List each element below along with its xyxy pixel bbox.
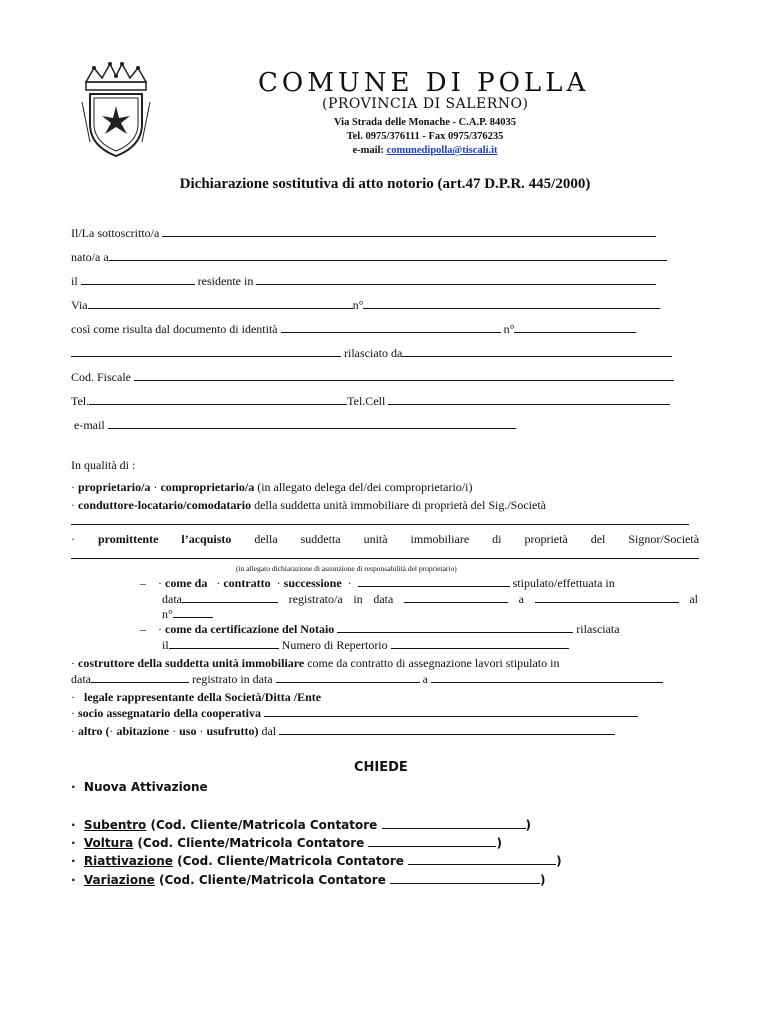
sub-option-data [162,592,698,606]
checkbox-bullet[interactable]: · [158,576,162,590]
input-email[interactable] [108,418,516,429]
checkbox-bullet[interactable]: · [71,854,76,868]
label-voltura: Voltura [83,836,134,850]
label-n: n° [352,298,364,312]
option-socio [71,706,638,720]
field-cod-fiscale [71,370,674,384]
costruttore-data-line [71,672,663,686]
label-repertorio: Numero di Repertorio [281,638,388,652]
label-conduttore: conduttore-locatario/comodatario [78,498,252,512]
input-data-reg-costruttore[interactable] [276,672,420,683]
label-rilasciato: rilasciato da [344,346,403,360]
input-notaio[interactable] [337,622,573,633]
checkbox-bullet[interactable]: · [71,656,75,670]
dash: – [140,576,146,590]
label-costruttore: costruttore della suddetta unità immobiliare [78,656,305,670]
option-promittente [71,532,699,546]
input-voltura[interactable] [368,836,496,847]
promittente-blank-line [71,548,699,562]
chiede-heading: CHIEDE [354,760,408,775]
input-sottoscritto[interactable] [162,226,656,237]
label-conduttore-desc: della suddetta unità immobiliare di proprietà del Sig./Società [254,498,547,512]
label-il: il [162,638,169,652]
checkbox-bullet[interactable]: · [158,622,162,636]
label-a: a [422,672,428,686]
input-repertorio[interactable] [391,638,569,649]
input-data-contratto[interactable] [182,592,278,603]
label-via: Via [71,298,88,312]
option-costruttore [71,656,559,670]
label-abitazione: abitazione [116,724,170,738]
label-data: data [162,592,182,606]
label-socio: socio assegnatario della cooperativa [78,706,261,720]
input-data-costruttore[interactable] [91,672,189,683]
sub-option-notaio [140,622,620,636]
field-identita [71,322,636,336]
label-n2: n° [503,322,515,336]
email-line [260,145,590,156]
input-cod-fiscale[interactable] [134,370,674,381]
input-proprietario-promittente[interactable] [71,548,699,559]
label-comproprietario: comproprietario/a [160,480,255,494]
input-numero-registrazione[interactable] [173,607,213,618]
checkbox-bullet[interactable]: · [71,724,75,738]
province-subtitle: (PROVINCIA DI SALERNO) [322,96,529,112]
label-nato: nato/a a [71,250,109,264]
note-responsabilita: (in allegato dichiarazione di assunzione di responsabilità del proprietario) [236,564,457,573]
label-come-da: come da [165,576,208,590]
label-residente: residente in [197,274,254,288]
label-al: al [689,592,698,606]
checkbox-bullet[interactable]: · [172,724,177,738]
checkbox-bullet[interactable]: · [199,724,204,738]
label-contratto: contratto [223,576,271,590]
input-data-registrazione[interactable] [404,592,508,603]
conduttore-blank-line [71,514,689,528]
label-riattivazione: Riattivazione [83,854,173,868]
option-variazione [71,873,546,887]
option-altro [71,724,615,738]
input-variazione[interactable] [390,873,540,884]
checkbox-bullet[interactable]: · [109,724,114,738]
label-sottoscritto: Il/La sottoscritto/a [71,226,160,240]
field-tel [71,394,670,408]
municipality-title: COMUNE DI POLLA [258,68,590,98]
checkbox-bullet[interactable]: · [71,532,75,546]
option-proprietario [71,480,472,494]
label-subentro: Subentro [83,818,147,832]
email-label: e-mail: [352,145,384,156]
label-uso: uso [179,724,197,738]
label-legale: legale rappresentante della Società/Ditta /Ente [84,690,322,704]
label-altro: altro ( [78,724,110,738]
label-tel: Tel. [71,394,90,408]
checkbox-bullet[interactable]: · [71,818,76,832]
input-data-nascita[interactable] [81,274,195,285]
input-data-rilascio[interactable] [71,346,341,357]
checkbox-bullet[interactable]: · [71,780,76,794]
input-documento[interactable] [281,322,501,333]
input-luogo-registrazione[interactable] [535,592,679,603]
checkbox-bullet[interactable]: · [71,706,75,720]
input-contratto-luogo[interactable] [358,576,510,587]
dash: – [140,622,146,636]
checkbox-bullet[interactable]: · [71,498,75,512]
label-proprietario: proprietario/a [78,480,151,494]
paren-close: ) [525,818,531,832]
checkbox-bullet[interactable]: · [216,576,221,590]
email-link[interactable]: comunedipolla@tiscali.it [386,145,498,156]
checkbox-bullet[interactable]: · [276,576,281,590]
label-nuova-attivazione: Nuova Attivazione [83,780,208,794]
field-email [74,418,516,432]
paren-close: ) [496,836,502,850]
phone-line: Tel. 0975/376111 - Fax 0975/376235 [346,131,504,142]
address-line: Via Strada delle Monache - C.A.P. 84035 [333,117,517,128]
label-registrato: registrato in data [192,672,273,686]
option-legale [71,690,321,704]
paren-close: ) [556,854,562,868]
label-dal: dal [261,724,277,738]
label-stipulato: stipulato/effettuata in [512,576,615,590]
label-email: e-mail [74,418,105,432]
label-variazione-desc: (Cod. Cliente/Matricola Contatore [159,873,386,887]
qualita-label: In qualità di : [71,458,136,472]
label-variazione: Variazione [83,873,155,887]
option-conduttore [71,498,546,512]
checkbox-bullet[interactable]: · [71,480,75,494]
coat-of-arms-logo [80,62,152,158]
label-data: data [71,672,91,686]
input-data-notaio[interactable] [169,638,279,649]
field-sottoscritto [71,226,656,240]
option-subentro [71,818,531,832]
input-tel-cell[interactable] [388,394,670,405]
input-tel[interactable] [89,394,347,405]
input-dal[interactable] [279,724,615,735]
label-promittente-desc: della suddetta unità immobiliare di proprietà del Signor/Società [254,532,700,546]
field-il-residente [71,274,656,288]
checkbox-bullet[interactable]: · [71,690,75,704]
option-nuova-attivazione [71,780,208,794]
field-rilasciato [71,346,672,360]
sub-option-contratto [140,576,615,590]
sub-option-numero [162,607,213,621]
label-il: il [71,274,78,288]
label-delega: (in allegato delega del/dei comproprietario/i) [257,480,473,494]
label-a: a [518,592,524,606]
label-identita: così come risulta dal documento di identità [71,322,278,336]
label-costruttore-desc: come da contratto di assegnazione lavori stipulato in [307,656,560,670]
document-title: Dichiarazione sostitutiva di atto notorio (art.47 D.P.R. 445/2000) [179,176,591,192]
label-usufrutto: usufrutto) [206,724,259,738]
label-registrato: registrato/a in data [288,592,394,606]
option-riattivazione [71,854,562,868]
paren-close: ) [540,873,546,887]
input-residente[interactable] [256,274,656,285]
input-via[interactable] [88,298,353,309]
label-promittente: promittente l’acquisto [97,532,232,546]
option-voltura [71,836,502,850]
input-nato[interactable] [109,250,667,261]
label-tel-cell: Tel.Cell [347,394,386,408]
checkbox-bullet[interactable]: · [347,576,352,590]
input-numero-documento[interactable] [514,322,636,333]
label-riattivazione-desc: (Cod. Cliente/Matricola Contatore [177,854,404,868]
sub-option-repertorio [162,638,569,652]
label-cod-fiscale: Cod. Fiscale [71,370,131,384]
label-numero: n° [162,607,173,621]
checkbox-bullet[interactable]: · [71,873,76,887]
field-via [71,298,660,312]
checkbox-bullet[interactable]: · [71,836,76,850]
label-voltura-desc: (Cod. Cliente/Matricola Contatore [137,836,365,850]
label-subentro-desc: (Cod. Cliente/Matricola Contatore [150,818,378,832]
input-cooperativa[interactable] [264,706,638,717]
input-proprietario-conduttore[interactable] [71,514,689,525]
input-rilasciato[interactable] [402,346,672,357]
input-civico[interactable] [363,298,660,309]
input-riattivazione[interactable] [408,854,556,865]
field-nato [71,250,667,264]
label-successione: successione [283,576,342,590]
label-notaio: come da certificazione del Notaio [165,622,335,636]
checkbox-bullet[interactable]: · [153,480,158,494]
label-rilasciata: rilasciata [576,622,620,636]
input-subentro[interactable] [382,818,526,829]
input-luogo-costruttore[interactable] [431,672,663,683]
